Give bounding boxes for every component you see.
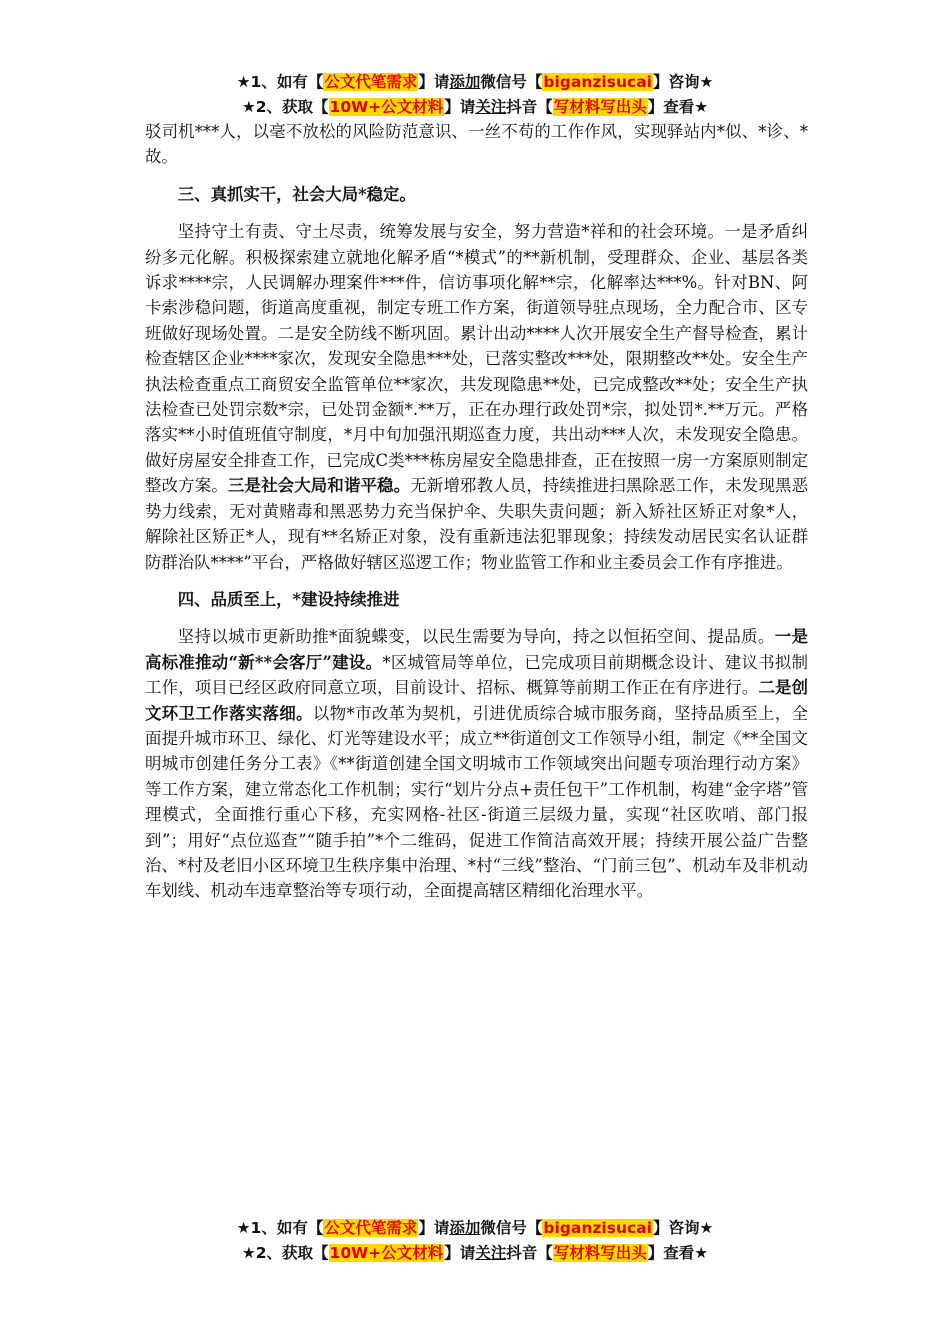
paragraph-text: 以物*市改革为契机，引进优质综合城市服务商，坚持品质至上，全面提升城市环卫、绿化、灯光等建设水平；成立**街道创文工作领导小组，制定《**全国文明城市创建任务分工表》《**街道创建全国文明城市工作领域突出问题专项治理行动方案》等工作方案，建立常态化工作机制；实行“划片分点+责任包干”工作机制，构建“金字塔”管理模式，全面推行重心下移，充实网格-社区-街道三层级力量，实现“社区吹哨、部门报到”；用好“点位巡查”“随手拍”*个二维码，促进工作简洁高效开展；持续开展公益广告整治、*村及老旧小区环境卫生秩序集中治理、*村“三线”整治、“门前三包”、机动车及非机动车划线、机动车违章整治等专项行动，全面提高辖区精细化治理水平。: [145, 703, 809, 901]
banner-text: ★1、如有【: [236, 1219, 324, 1237]
banner-text: 】咨询★: [652, 1219, 714, 1237]
paragraph-text: 坚持守土有责、守土尽责，统筹发展与安全，努力营造*祥和的社会环境。一是矛盾纠纷多元化解。积极探索建立就地化解矛盾“*模式”的**新机制，受理群众、企业、基层各类诉求****宗，人民调解办理案件***件，信访事项化解**宗，化解率达***%。针对BN、阿卡索涉稳问题，街道高度重视，制定专班工作方案，街道领导驻点现场，全力配合市、区专班做好现场处置。二是安全防线不断巩固。累计出动****人次开展安全生产督导检查，累计检查辖区企业****家次，发现安全隐患***处，已落实整改***处，限期整改**处。安全生产执法检查重点工商贸安全监管单位**家次，共发现隐患**处，已完成整改**处；安全生产执法检查已处罚宗数*宗，已处罚金额*.**万，正在办理行政处罚*宗，拟处罚*.**万元。严格落实**小时值班值守制度，*月中旬加强汛期巡查力度，共出动***人次，未发现安全隐患。做好房屋安全排查工作，已完成C类***栋房屋安全隐患排查，正在按照一房一方案原则制定整改方案。: [145, 222, 808, 496]
banner-text: 】请: [418, 1219, 450, 1237]
banner-line-2: [0, 1241, 950, 1266]
highlight-douyin-account: 写材料写出头: [553, 1244, 647, 1262]
highlight-ghostwriting: 公文代笔需求: [324, 1219, 418, 1237]
banner-text: 】请: [444, 98, 476, 116]
paragraph-text: 无新增邪教人员，持续推进扫黑除恶工作，未发现黑恶势力线索，无对黄赌毒和黑恶势力充当保护伞、失职失责问题；新入矫社区矫正对象*人，解除社区矫正*人，现有**名矫正对象，没有重新违法犯罪现象；持续发动居民实名认证群防群治队****”平台，严格做好辖区巡逻工作；物业监管工作和业主委员会工作有序推进。: [145, 476, 809, 572]
banner-text: ★2、获取【: [241, 1244, 329, 1262]
banner-text: 】请: [444, 1244, 476, 1262]
document-body: [145, 119, 808, 904]
bold-subheading: 三是社会大局和谐平稳。: [227, 476, 411, 496]
banner-text: 】咨询★: [652, 73, 714, 91]
paragraph-text: *区城管局等单位，已完成项目前期概念设计、建议书拟制工作，项目已经区政府同意立项，目前设计、招标、概算等前期工作正在有序进行。: [145, 652, 809, 698]
header-banner: [0, 70, 950, 120]
highlight-materials: 10W+公文材料: [329, 1244, 444, 1262]
highlight-wechat-id: biganzisucai: [543, 73, 652, 91]
paragraph-social-stability: [145, 219, 808, 575]
banner-line-1: [0, 1216, 950, 1241]
banner-line-2: [0, 95, 950, 120]
paragraph-text: 坚持以城市更新助推*面貌蝶变，以民生需要为导向，持之以恒拓空间、提品质。: [177, 627, 775, 647]
section-heading-3: 三、真抓实干，社会大局*稳定。: [177, 184, 416, 204]
banner-text: 微信号【: [480, 73, 543, 91]
banner-text: ★1、如有【: [236, 73, 324, 91]
banner-text: 】查看★: [647, 98, 709, 116]
banner-underline-text: 添加: [449, 73, 481, 91]
banner-text: 】查看★: [647, 1244, 709, 1262]
banner-text: 抖音【: [506, 98, 553, 116]
highlight-douyin-account: 写材料写出头: [553, 98, 647, 116]
highlight-ghostwriting: 公文代笔需求: [324, 73, 418, 91]
section-heading-4: 四、品质至上，*建设持续推进: [177, 589, 400, 609]
paragraph-quality-construction: [145, 624, 808, 903]
banner-text: ★2、获取【: [241, 98, 329, 116]
footer-banner: [0, 1216, 950, 1266]
bold-subheading: 二是创文环卫工作落实落细。: [145, 678, 809, 723]
highlight-materials: 10W+公文材料: [329, 98, 444, 116]
banner-underline-text: 添加: [449, 1219, 481, 1237]
banner-text: 微信号【: [480, 1219, 543, 1237]
paragraph-continuation: 驳司机***人，以毫不放松的风险防范意识、一丝不苟的工作作风，实现驿站内*似、*诊、*故。: [145, 122, 808, 167]
highlight-wechat-id: biganzisucai: [543, 1219, 652, 1237]
banner-text: 抖音【: [506, 1244, 553, 1262]
bold-subheading: 一是高标准推动“新**会客厅”建设。: [145, 627, 808, 672]
banner-text: 】请: [418, 73, 450, 91]
banner-underline-text: 关注: [475, 98, 507, 116]
banner-underline-text: 关注: [475, 1244, 507, 1262]
banner-line-1: [0, 70, 950, 95]
